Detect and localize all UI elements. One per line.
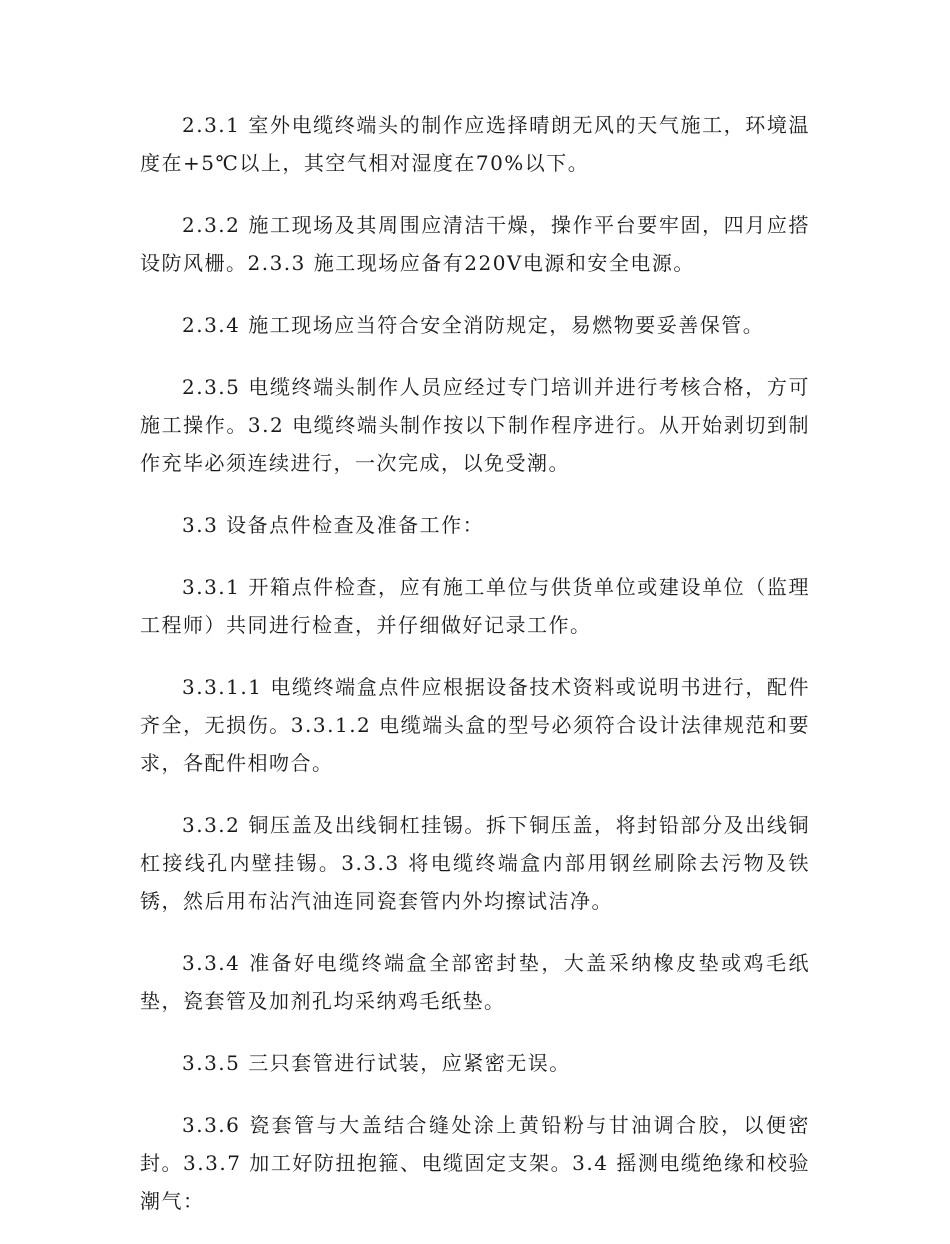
paragraph-2-3-1: 2.3.1 室外电缆终端头的制作应选择晴朗无风的天气施工，环境温度在+5℃以上，其空气相对湿度在70%以下。 [140,113,810,175]
paragraph-2-3-4: 2.3.4 施工现场应当符合安全消防规定，易燃物要妥善保管。 [182,313,765,337]
paragraph-3-3: 3.3 设备点件检查及准备工作： [182,513,485,537]
paragraph-3-3-4: 3.3.4 准备好电缆终端盒全部密封垫，大盖采纳橡皮垫或鸡毛纸垫，瓷套管及加剂孔均采纳鸡毛纸垫。 [140,951,810,1013]
paragraph-3-3-6: 3.3.6 瓷套管与大盖结合缝处涂上黄铅粉与甘油调合胶，以便密封。3.3.7 加工好防扭抱箍、电缆固定支架。3.4 摇测电缆绝缘和校验潮气： [140,1113,810,1213]
paragraph-3-3-1-1: 3.3.1.1 电缆终端盒点件应根据设备技术资料或说明书进行，配件齐全，无损伤。3.3.1.2 电缆端头盒的型号必须符合设计法律规范和要求，各配件相吻合。 [140,675,810,775]
paragraph-3-3-2: 3.3.2 铜压盖及出线铜杠挂锡。拆下铜压盖，将封铅部分及出线铜杠接线孔内壁挂锡。3.3.3 将电缆终端盒内部用钢丝刷除去污物及铁锈，然后用布沾汽油连同瓷套管内外均擦试洁净。 [140,813,810,913]
document-body [140,106,810,1244]
paragraph-3-3-5: 3.3.5 三只套管进行试装，应紧密无误。 [182,1051,571,1075]
paragraph-2-3-2: 2.3.2 施工现场及其周围应清洁干燥，操作平台要牢固，四月应搭设防风栅。2.3.3 施工现场应备有220V电源和安全电源。 [140,213,810,275]
paragraph-3-3-1: 3.3.1 开箱点件检查，应有施工单位与供货单位或建设单位（监理工程师）共同进行检查，并仔细做好记录工作。 [140,575,810,637]
paragraph-2-3-5: 2.3.5 电缆终端头制作人员应经过专门培训并进行考核合格，方可施工操作。3.2 电缆终端头制作按以下制作程序进行。从开始剥切到制作充毕必须连续进行，一次完成，以免受潮。 [140,375,810,475]
